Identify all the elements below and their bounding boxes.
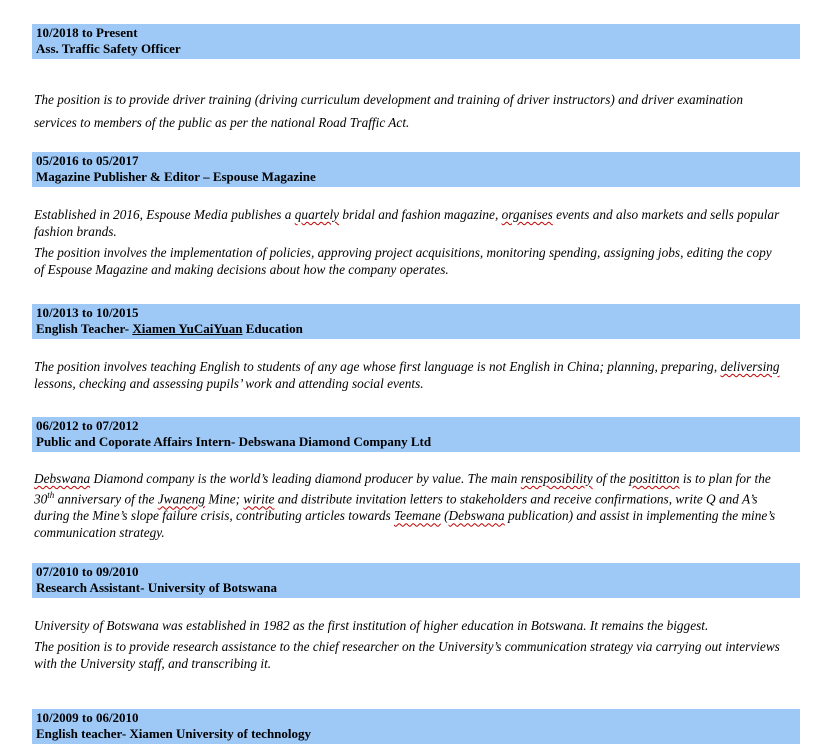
job-dates: 10/2018 to Present xyxy=(36,25,138,40)
job-description xyxy=(34,470,784,541)
job-dates: 10/2009 to 06/2010 xyxy=(36,710,139,725)
job-title: English Teacher- Xiamen YuCaiYuan Education xyxy=(36,321,303,336)
job-dates: 06/2012 to 07/2012 xyxy=(36,418,139,433)
description-paragraph: The position involves teaching English to students of any age whose first language is not English in China; planning, preparing, deliversing lessons, checking and assessing pupils’ work and attending social events. xyxy=(34,359,780,391)
description-paragraph: The position is to provide research assistance to the chief researcher on the University’s communication strategy via carrying out interviews with the University staff, and transcribing it. xyxy=(34,639,780,671)
job-header xyxy=(32,304,800,339)
job-dates: 10/2013 to 10/2015 xyxy=(36,305,139,320)
job-header xyxy=(32,709,800,744)
job-title: Research Assistant- University of Botswana xyxy=(36,580,277,595)
description-paragraph: University of Botswana was established in 1982 as the first institution of higher education in Botswana. It remains the biggest. xyxy=(34,618,709,633)
job-description xyxy=(34,358,784,392)
job-title: Magazine Publisher & Editor – Espouse Magazine xyxy=(36,169,316,184)
description-paragraph: The position is to provide driver training (driving curriculum development and training of driver instructors) and driver examination services to members of the public as per the national Road Traffic Act. xyxy=(34,92,743,130)
job-header xyxy=(32,152,800,187)
job-description xyxy=(34,617,784,672)
description-paragraph: Established in 2016, Espouse Media publishes a quartely bridal and fashion magazine, organises events and also markets and sells popular fashion brands. xyxy=(34,207,780,239)
job-title: Ass. Traffic Safety Officer xyxy=(36,41,181,56)
description-paragraph: The position involves the implementation of policies, approving project acquisitions, monitoring spending, assigning jobs, editing the copy of Espouse Magazine and making decisions about how the company operates. xyxy=(34,245,772,277)
job-header xyxy=(32,417,800,452)
job-title: Public and Coporate Affairs Intern- Debswana Diamond Company Ltd xyxy=(36,434,432,449)
job-header xyxy=(32,24,800,59)
description-paragraph: Debswana Diamond company is the world’s leading diamond producer by value. The main rensposibility of the posititton is to plan for the 30th anniversary of the Jwaneng Mine; wirite and distribute invitation letters to stakeholders and receive confirmations, write Q and A’s during the Mine’s slope failure crisis, contributing articles towards Teemane (Debswana publication) and assist in implementing the mine’s communication strategy. xyxy=(34,471,776,541)
job-description xyxy=(34,206,784,278)
job-dates: 05/2016 to 05/2017 xyxy=(36,153,139,168)
job-dates: 07/2010 to 09/2010 xyxy=(36,564,139,579)
job-description xyxy=(34,88,784,134)
job-header xyxy=(32,563,800,598)
job-title: English teacher- Xiamen University of technology xyxy=(36,726,312,741)
